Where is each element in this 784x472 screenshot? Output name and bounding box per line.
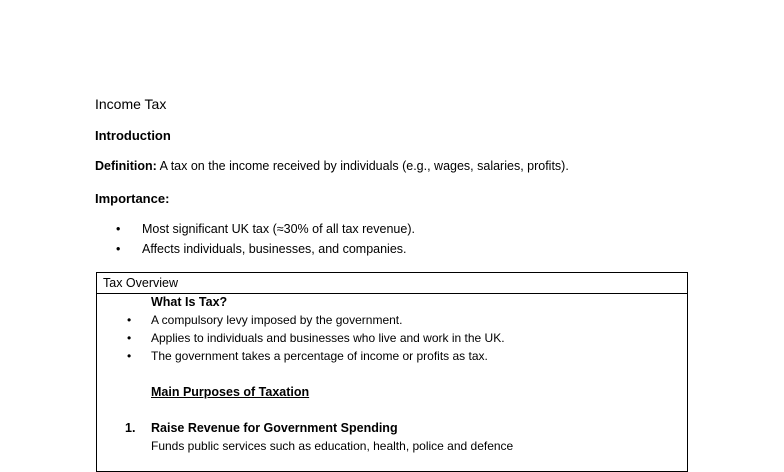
what-item-text: Applies to individuals and businesses who live and work in the UK. bbox=[151, 331, 505, 345]
purpose-item bbox=[125, 421, 398, 435]
tax-overview-header: Tax Overview bbox=[97, 273, 687, 294]
what-item bbox=[127, 313, 402, 327]
importance-item bbox=[116, 242, 407, 256]
definition-text: A tax on the income received by individuals (e.g., wages, salaries, profits). bbox=[156, 159, 569, 173]
importance-item bbox=[116, 222, 415, 236]
purposes-heading: Main Purposes of Taxation bbox=[151, 385, 310, 399]
purpose-number: 1. bbox=[125, 421, 136, 435]
purpose-label: Raise Revenue for Government Spending bbox=[151, 421, 398, 435]
bullet-icon: • bbox=[116, 222, 121, 236]
tax-overview-box bbox=[96, 272, 688, 472]
bullet-icon: • bbox=[127, 331, 132, 345]
bullet-icon: • bbox=[116, 242, 121, 256]
bullet-icon: • bbox=[127, 313, 132, 327]
what-is-tax-heading: What Is Tax? bbox=[151, 295, 228, 309]
importance-item-text: Most significant UK tax (≈30% of all tax revenue). bbox=[142, 222, 415, 236]
importance-heading: Importance: bbox=[95, 191, 170, 206]
what-item-text: A compulsory levy imposed by the government. bbox=[151, 313, 403, 327]
purpose-detail-truncated: Funds public services such as education, health, police and defence bbox=[151, 439, 514, 453]
what-item bbox=[127, 349, 488, 363]
importance-item-text: Affects individuals, businesses, and companies. bbox=[142, 242, 407, 256]
bullet-icon: • bbox=[127, 349, 132, 363]
what-item-text: The government takes a percentage of income or profits as tax. bbox=[151, 349, 488, 363]
what-item bbox=[127, 331, 505, 345]
definition-paragraph bbox=[95, 159, 569, 173]
intro-heading: Introduction bbox=[95, 128, 171, 143]
document-title: Income Tax bbox=[95, 96, 167, 112]
definition-label: Definition: bbox=[95, 159, 157, 173]
